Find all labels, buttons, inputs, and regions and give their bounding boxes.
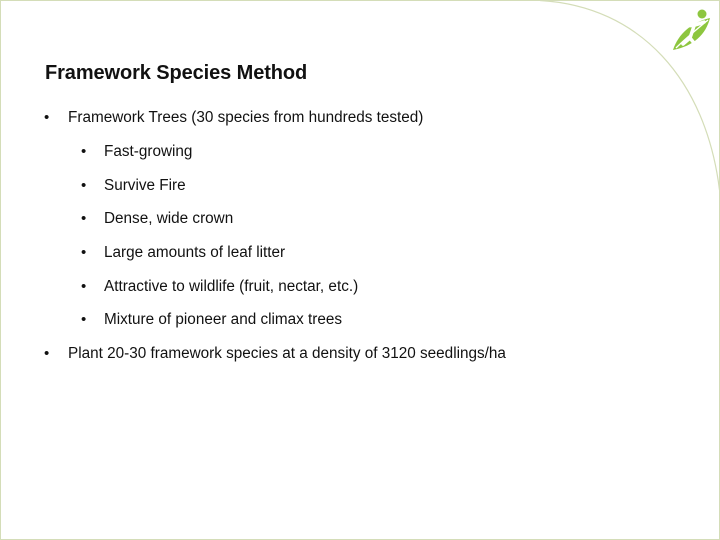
bullet-dot-icon: •	[81, 311, 87, 328]
person-leaf-logo-icon	[668, 8, 714, 54]
bullet-text: Fast-growing	[104, 143, 193, 160]
bullet-dot-icon: •	[44, 109, 50, 126]
bullet-dot-icon: •	[81, 210, 87, 227]
bullet-text: Dense, wide crown	[104, 210, 234, 227]
bullet-text: Plant 20-30 framework species at a density of 3120 seedlings/ha	[68, 345, 506, 362]
sub-bullet-item	[81, 143, 193, 161]
bullet-dot-icon: •	[81, 143, 87, 160]
bullet-dot-icon: •	[44, 345, 50, 362]
sub-bullet-item	[81, 210, 234, 228]
bullet-text: Large amounts of leaf litter	[104, 244, 286, 261]
sub-bullet-item	[81, 244, 286, 262]
bullet-item	[44, 109, 424, 127]
bullet-dot-icon: •	[81, 244, 87, 261]
bullet-dot-icon: •	[81, 177, 87, 194]
sub-bullet-item	[81, 177, 186, 195]
bullet-text: Attractive to wildlife (fruit, nectar, etc.)	[104, 278, 359, 295]
bullet-item	[44, 345, 506, 363]
bullet-text: Mixture of pioneer and climax trees	[104, 311, 343, 328]
bullet-dot-icon: •	[81, 278, 87, 295]
sub-bullet-item	[81, 278, 359, 296]
slide-title: Framework Species Method	[45, 62, 308, 84]
bullet-text: Framework Trees (30 species from hundreds tested)	[68, 109, 424, 126]
bullet-text: Survive Fire	[104, 177, 186, 194]
sub-bullet-item	[81, 311, 343, 329]
